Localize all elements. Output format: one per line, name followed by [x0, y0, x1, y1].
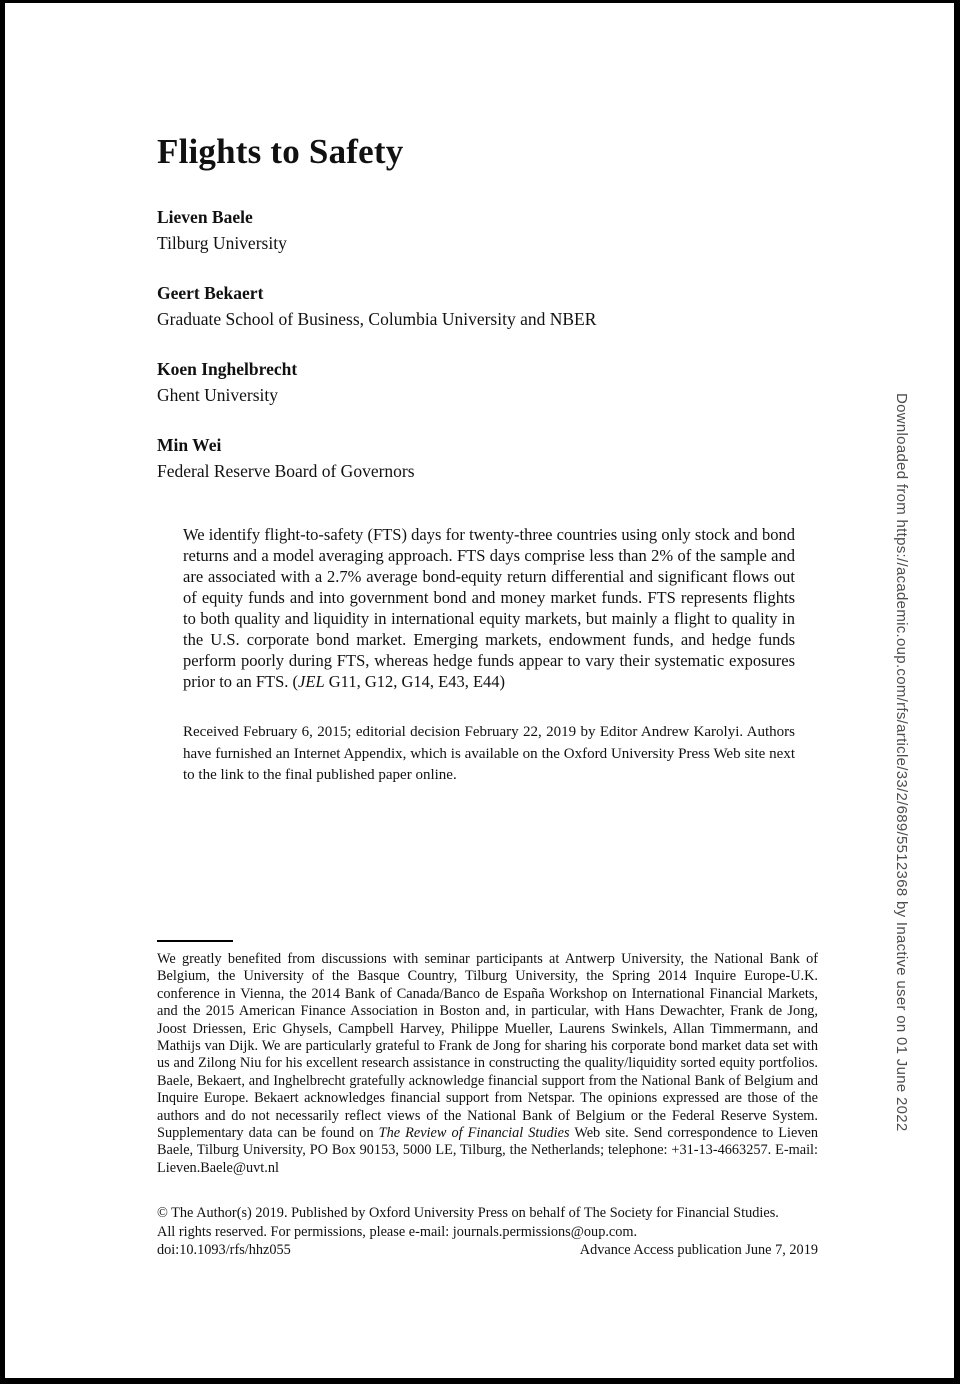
- author-name: Min Wei: [157, 435, 222, 455]
- author-affiliation: Federal Reserve Board of Governors: [157, 460, 415, 481]
- author-affiliation: Graduate School of Business, Columbia University and NBER: [157, 308, 597, 329]
- doi: doi:10.1093/rfs/hhz055: [157, 1242, 291, 1258]
- author-name: Lieven Baele: [157, 207, 253, 227]
- author-block: [157, 205, 819, 256]
- author-name: Geert Bekaert: [157, 283, 264, 303]
- page-title: Flights to Safety: [157, 132, 404, 171]
- jel-label: JEL: [298, 672, 325, 691]
- imprint-block: [157, 1204, 818, 1260]
- journal-name: The Review of Financial Studies: [378, 1125, 570, 1142]
- footnote-text-tail: Web site. Send correspondence to Lieven Baele, Tilburg University, PO Box 90153, 5000 LE, Tilburg, the Netherlands; telephone: +31-13-4663257. E-mail: Lieven.Baele@uvt.nl: [157, 1125, 818, 1176]
- author-block: [157, 281, 819, 332]
- abstract: [183, 524, 795, 692]
- abstract-text: We identify flight-to-safety (FTS) days for twenty-three countries using only stock and bond returns and a model averaging approach. FTS days comprise less than 2% of the sample and are associated with a 2.7% average bond-equity return differential and significant flows out of equity funds and into government bond and money market funds. FTS represents flights to both quality and liquidity in international equity markets, but mainly a flight to quality in the U.S. corporate bond market. Emerging markets, endowment funds, and hedge funds perform poorly during FTS, whereas hedge funds appear to vary their systematic exposures prior to an FTS. (: [183, 525, 795, 691]
- author-affiliation: Ghent University: [157, 384, 279, 405]
- acknowledgments-footnote: [157, 951, 818, 1177]
- doi-row: [157, 1241, 818, 1260]
- footnote-divider: [157, 940, 233, 942]
- author-list: [157, 205, 819, 484]
- paper-content: [157, 132, 819, 787]
- author-affiliation: Tilburg University: [157, 232, 287, 253]
- download-watermark: Downloaded from https://academic.oup.com/rfs/article/33/2/689/5512368 by Inactive user on 01 June 2022: [893, 393, 910, 1132]
- advance-access-note: Advance Access publication June 7, 2019: [579, 1242, 818, 1258]
- copyright-line: © The Author(s) 2019. Published by Oxford University Press on behalf of The Society for Financial Studies.: [157, 1205, 779, 1221]
- footnote-text: We greatly benefited from discussions with seminar participants at Antwerp University, the National Bank of Belgium, the University of the Basque Country, Tilburg University, the Spring 2014 Inquire Europe-U.K. conference in Vienna, the 2014 Bank of Canada/Banco de España Workshop on International Financial Markets, and the 2015 American Finance Association in Boston and, in particular, with Hans Dewachter, Frank de Jong, Joost Driessen, Eric Ghysels, Campbell Harvey, Philippe Mueller, Laurens Swinkels, Allan Timmermann, and Mathijs van Dijk. We are particularly grateful to Frank de Jong for sharing his corporate bond market data set with us and Zilong Niu for his excellent research assistance in constructing the quality/liquidity sorted equity portfolios. Baele, Bekaert, and Inghelbrecht gratefully acknowledge financial support from the National Bank of Belgium and Inquire Europe. Bekaert acknowledges financial support from Netspar. The opinions expressed are those of the authors and do not necessarily reflect views of the National Bank of Belgium or the Federal Reserve System. Supplementary data can be found on: [157, 951, 818, 1142]
- author-block: [157, 433, 819, 484]
- permissions-line: All rights reserved. For permissions, please e-mail: journals.permissions@oup.com.: [157, 1223, 638, 1240]
- footnote-area: [157, 931, 818, 1177]
- author-name: Koen Inghelbrecht: [157, 359, 298, 379]
- author-block: [157, 357, 819, 408]
- jel-codes: G11, G12, G14, E43, E44): [324, 672, 506, 691]
- received-note: Received February 6, 2015; editorial decision February 22, 2019 by Editor Andrew Karolyi. Authors have furnished an Internet Appendix, which is available on the Oxford University Press Web site next to the link to the final published paper online.: [183, 724, 795, 783]
